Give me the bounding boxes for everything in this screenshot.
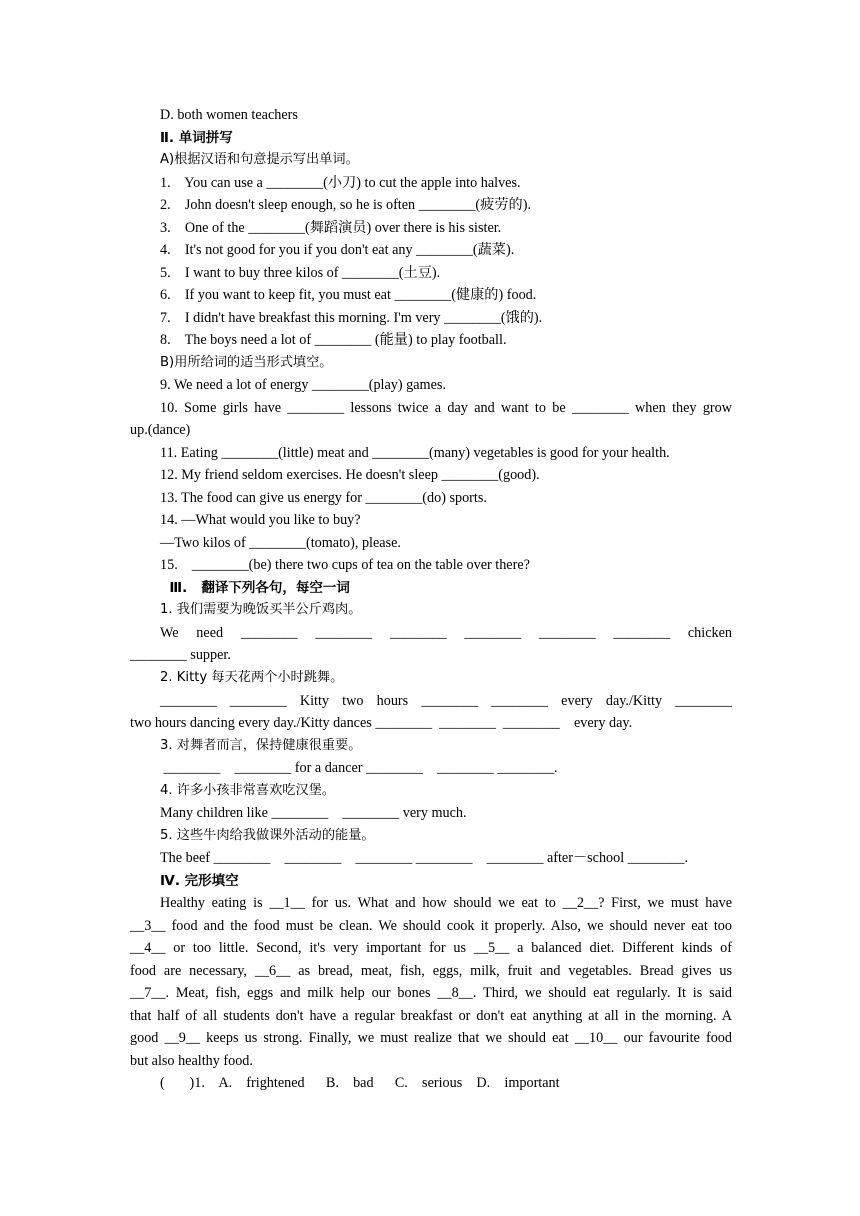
text-line: Many children like ________ ________ very much. xyxy=(160,805,467,821)
text-line: 13. The food can give us energy for ________(do) sports. xyxy=(160,490,487,506)
text-line: B)用所给词的适当形式填空。 xyxy=(160,355,333,370)
text-line: ________ supper. xyxy=(130,647,231,663)
text-line: The beef ________ ________ ________ ________ ________ after－school ________. xyxy=(160,850,689,866)
text-line: Healthy eating is __1__ for us. What and how should we eat to __2__? First, we must have xyxy=(160,895,732,911)
text-line: 7. I didn't have breakfast this morning. I'm very ________(饿的). xyxy=(160,310,543,326)
text-line: 8. The boys need a lot of ________ (能量) to play football. xyxy=(160,332,507,348)
text-line: two hours dancing every day./Kitty dances ________ ________ ________ every day. xyxy=(130,715,633,731)
text-line: 1. 我们需要为晚饭买半公斤鸡肉。 xyxy=(160,602,362,617)
text-line: good __9__ keeps us strong. Finally, we must realize that we should eat __10__ our favourite food xyxy=(130,1030,732,1046)
text-line: 15. ________(be) there two cups of tea on the table over there? xyxy=(160,557,530,573)
text-line: ________ ________ Kitty two hours ________ ________ every day./Kitty ________ xyxy=(160,693,732,709)
text-line: 3. One of the ________(舞蹈演员) over there is his sister. xyxy=(160,220,502,236)
text-line: Ⅲ. 翻译下列各句，每空一词 xyxy=(160,580,350,596)
text-line: 11. Eating ________(little) meat and ________(many) vegetables is good for your health. xyxy=(160,445,670,461)
text-line: 10. Some girls have ________ lessons twice a day and want to be ________ when they grow xyxy=(160,400,732,416)
text-line: 2. Kitty 每天花两个小时跳舞。 xyxy=(160,670,344,685)
text-line: 4. It's not good for you if you don't eat any ________(蔬菜). xyxy=(160,242,515,258)
text-line: 2. John doesn't sleep enough, so he is often ________(疲劳的). xyxy=(160,197,531,213)
text-line: 4. 许多小孩非常喜欢吃汉堡。 xyxy=(160,783,336,798)
text-line: food are necessary, __6__ as bread, meat, fish, eggs, milk, fruit and vegetables. Bread gives us xyxy=(130,963,732,979)
text-line: 14. —What would you like to buy? xyxy=(160,512,361,528)
text-line: 9. We need a lot of energy ________(play) games. xyxy=(160,377,446,393)
text-line: up.(dance) xyxy=(130,422,191,438)
text-line: __7__. Meat, fish, eggs and milk help our bones __8__. Third, we should eat regularly. It is said xyxy=(130,985,732,1001)
text-line: 5. 这些牛肉给我做课外活动的能量。 xyxy=(160,828,375,843)
text-line: We need ________ ________ ________ ________ ________ ________ chicken xyxy=(160,625,732,641)
text-line: Ⅱ. 单词拼写 xyxy=(160,130,233,146)
text-line: that half of all students don't have a regular breakfast or don't eat anything at all in the morning. A xyxy=(130,1008,732,1024)
text-line: __3__ food and the food must be clean. We should cook it properly. Also, we should never eat too xyxy=(130,918,732,934)
text-line: ( )1. A. frightened B. bad C. serious D. important xyxy=(160,1075,560,1091)
text-line: D. both women teachers xyxy=(160,107,298,123)
text-line: ________ ________ for a dancer ________ ________ ________. xyxy=(160,760,558,776)
text-line: 3. 对舞者而言，保持健康很重要。 xyxy=(160,738,362,753)
text-line: Ⅳ. 完形填空 xyxy=(160,873,239,889)
text-line: 1. You can use a ________(小刀) to cut the apple into halves. xyxy=(160,175,521,191)
text-line: __4__ or too little. Second, it's very important for us __5__ a balanced diet. Different kinds of xyxy=(130,940,732,956)
text-line: —Two kilos of ________(tomato), please. xyxy=(160,535,401,551)
text-line: 6. If you want to keep fit, you must eat ________(健康的) food. xyxy=(160,287,537,303)
text-line: A)根据汉语和句意提示写出单词。 xyxy=(160,152,359,167)
text-line: but also healthy food. xyxy=(130,1053,253,1069)
text-line: 5. I want to buy three kilos of ________(土豆). xyxy=(160,265,441,281)
text-line: 12. My friend seldom exercises. He doesn't sleep ________(good). xyxy=(160,467,540,483)
